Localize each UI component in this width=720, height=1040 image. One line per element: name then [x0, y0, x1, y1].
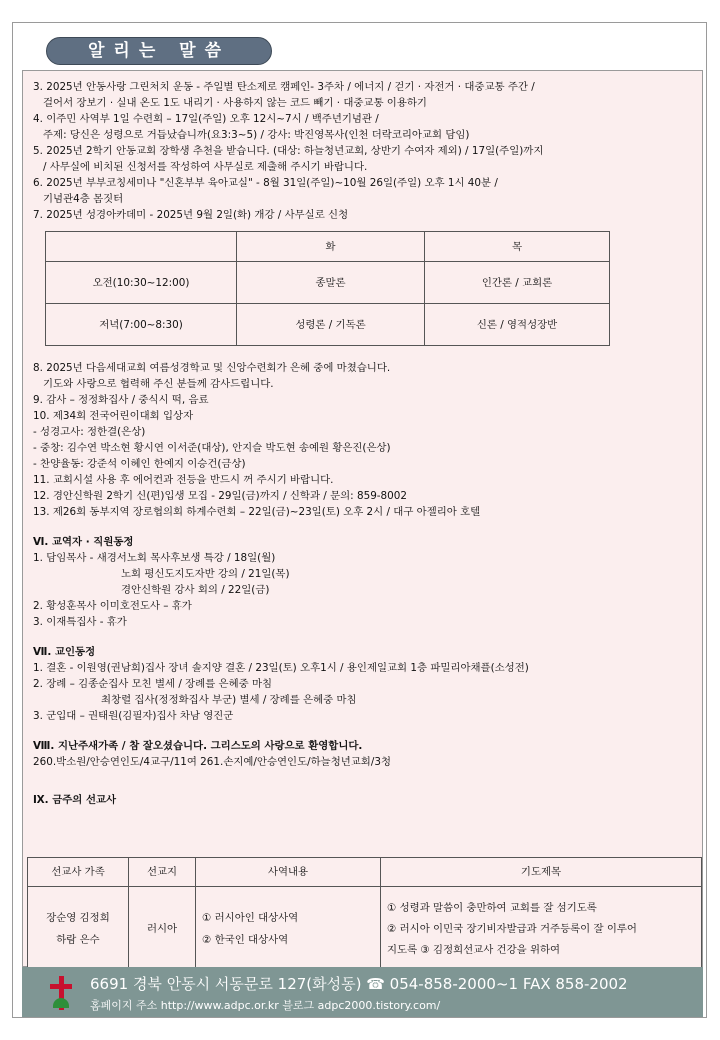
missionary-family-cell — [28, 887, 129, 972]
table-cell: 신론 / 영적성장반 — [425, 304, 610, 346]
table-header-cell — [46, 232, 237, 262]
table-row — [46, 304, 610, 346]
footer-web: 홈페이지 주소 http://www.adpc.or.kr 블로그 adpc2000.tistory.com/ — [90, 999, 441, 1012]
footer-address: 6691 경북 안동시 서동문로 127(화성동) ☎ 054-858-2000~1 FAX 858-2002 — [90, 975, 628, 993]
notice-line: / 사무실에 비치된 신청서를 작성하여 사무실로 제출해 주시기 바랍니다. — [43, 161, 368, 173]
notice-line: 4. 이주민 사역부 1일 수련회 – 17일(주일) 오후 12시~7시 / 백주년기념관 / — [33, 113, 379, 125]
table-header-cell: 사역내용 — [196, 858, 381, 887]
missionary-family-line: 장순영 김정희 — [46, 912, 110, 924]
notice-line: 기념관4층 몸짓터 — [43, 193, 124, 205]
notice-line: 11. 교회시설 사용 후 에어컨과 전등을 반드시 꺼 주시기 바랍니다. — [33, 474, 334, 486]
missionary-field-cell: 러시아 — [129, 887, 196, 972]
notice-line: 기도와 사랑으로 협력해 주신 분들께 감사드립니다. — [43, 378, 274, 390]
section-heading-missionary: Ⅸ. 금주의 선교사 — [33, 794, 117, 806]
missionary-prayer-line: 지도록 ③ 김정희선교사 건강을 위하여 — [387, 943, 561, 956]
notice-line: 12. 경안신학원 2학기 신(편)입생 모집 - 29일(금)까지 / 신학과 / 문의: 859-8002 — [33, 490, 408, 502]
missionary-work-cell — [196, 887, 381, 972]
missionary-prayer-cell — [381, 887, 702, 972]
notice-line: 주제: 당신은 성령으로 거듭났습니까(요3:3~5) / 강사: 박진영목사(인천 더락코리아교회 담임) — [43, 129, 470, 141]
notice-line: - 중창: 김수연 박소현 황시연 이서준(대상), 안지슬 박도현 송예원 황은진(은상) — [33, 442, 391, 454]
table-cell: 성령론 / 기독론 — [237, 304, 425, 346]
table-header-cell: 기도제목 — [381, 858, 702, 887]
notice-line: - 성경고사: 정한결(은상) — [33, 426, 146, 438]
missionary-work-line: ① 러시아인 대상사역 — [202, 912, 299, 924]
notice-line: 걸어서 장보기 · 실내 온도 1도 내리기 · 사용하지 않는 코드 빼기 · 대중교통 이용하기 — [43, 97, 427, 109]
notice-line: 7. 2025년 성경아카데미 - 2025년 9월 2일(화) 개강 / 사무실로 신청 — [33, 209, 349, 221]
notice-panel — [22, 70, 703, 967]
staff-line: 경안신학원 강사 회의 / 22일(금) — [121, 584, 270, 596]
notice-line: 10. 제34회 전국어린이대회 입상자 — [33, 410, 194, 422]
missionary-work-line: ② 한국인 대상사역 — [202, 934, 289, 946]
missionary-prayer-line: ② 러시아 이민국 장기비자발급과 거주등록이 잘 이루어 — [387, 922, 637, 935]
notice-line: 3. 2025년 안동사랑 그린처치 운동 - 주일별 탄소제로 캠페인- 3주차 / 에너지 / 걷기 · 자전거 · 대중교통 주간 / — [33, 81, 535, 93]
staff-line: 2. 황성훈목사 이미호전도사 – 휴가 — [33, 600, 192, 612]
section-title-badge: 알리는 말씀 — [46, 37, 272, 65]
notice-line: 9. 감사 – 정정화집사 / 중식시 떡, 음료 — [33, 394, 209, 406]
staff-line: 노회 평신도지도자반 강의 / 21일(목) — [121, 568, 290, 580]
table-header-cell: 화 — [237, 232, 425, 262]
missionary-prayer-line: ① 성령과 말씀이 충만하여 교회를 잘 섬기도록 — [387, 901, 597, 914]
table-cell: 오전(10:30~12:00) — [46, 262, 237, 304]
notice-line: 13. 제26회 동부지역 장로협의회 하계수련회 – 22일(금)~23일(토) 오후 2시 / 대구 아젤리아 호텔 — [33, 506, 481, 518]
notice-line: 5. 2025년 2학기 안동교회 장학생 추천을 받습니다. (대상: 하늘청년교회, 상반기 수여자 제외) / 17일(주일)까지 — [33, 145, 544, 157]
notice-line: 6. 2025년 부부코칭세미나 "신혼부부 육아교실" - 8월 31일(주일)~10월 26일(주일) 오후 1시 40분 / — [33, 177, 498, 189]
notice-line: 8. 2025년 다음세대교회 여름성경학교 및 신앙수련회가 은혜 중에 마쳤습니다. — [33, 362, 391, 374]
member-line: 최창렬 집사(정정화집사 부군) 별세 / 장례를 은혜중 마침 — [101, 694, 357, 706]
missionary-family-line: 하람 은수 — [56, 934, 100, 946]
section-heading-newcomers: Ⅷ. 지난주새가족 / 참 잘오셨습니다. 그리스도의 사랑으로 환영합니다. — [33, 740, 363, 752]
table-header-cell: 선교지 — [129, 858, 196, 887]
table-cell: 종말론 — [237, 262, 425, 304]
member-line: 1. 결혼 - 이원영(권남희)집사 장녀 솔지양 결혼 / 23일(토) 오후1시 / 용인제일교회 1층 파밀리아채플(소성전) — [33, 662, 529, 674]
staff-line: 3. 이재특집사 - 휴가 — [33, 616, 127, 628]
footer-bar — [22, 967, 703, 1017]
table-row — [28, 858, 702, 887]
member-line: 2. 장례 – 김종순집사 모친 별세 / 장례를 은혜중 마침 — [33, 678, 273, 690]
table-row — [46, 232, 610, 262]
table-header-cell: 목 — [425, 232, 610, 262]
section-heading-staff: Ⅵ. 교역자 · 직원동정 — [33, 536, 134, 548]
table-header-cell: 선교사 가족 — [28, 858, 129, 887]
missionary-table — [27, 857, 702, 972]
table-row — [28, 887, 702, 972]
table-row — [46, 262, 610, 304]
newcomer-line: 260.박소원/안승연인도/4교구/11여 261.손지예/안승연인도/하늘청년교회/3청 — [33, 756, 391, 768]
notice-line: - 찬양율동: 강준석 이혜인 한예지 이승건(금상) — [33, 458, 246, 470]
section-heading-members: Ⅶ. 교인동정 — [33, 646, 96, 658]
member-line: 3. 군입대 – 권태원(김필자)집사 차남 영진군 — [33, 710, 234, 722]
church-logo-icon — [50, 976, 72, 1010]
table-cell: 저녁(7:00~8:30) — [46, 304, 237, 346]
staff-line: 1. 담임목사 - 새경서노회 목사후보생 특강 / 18일(월) — [33, 552, 276, 564]
table-cell: 인간론 / 교회론 — [425, 262, 610, 304]
academy-schedule-table — [45, 231, 610, 346]
